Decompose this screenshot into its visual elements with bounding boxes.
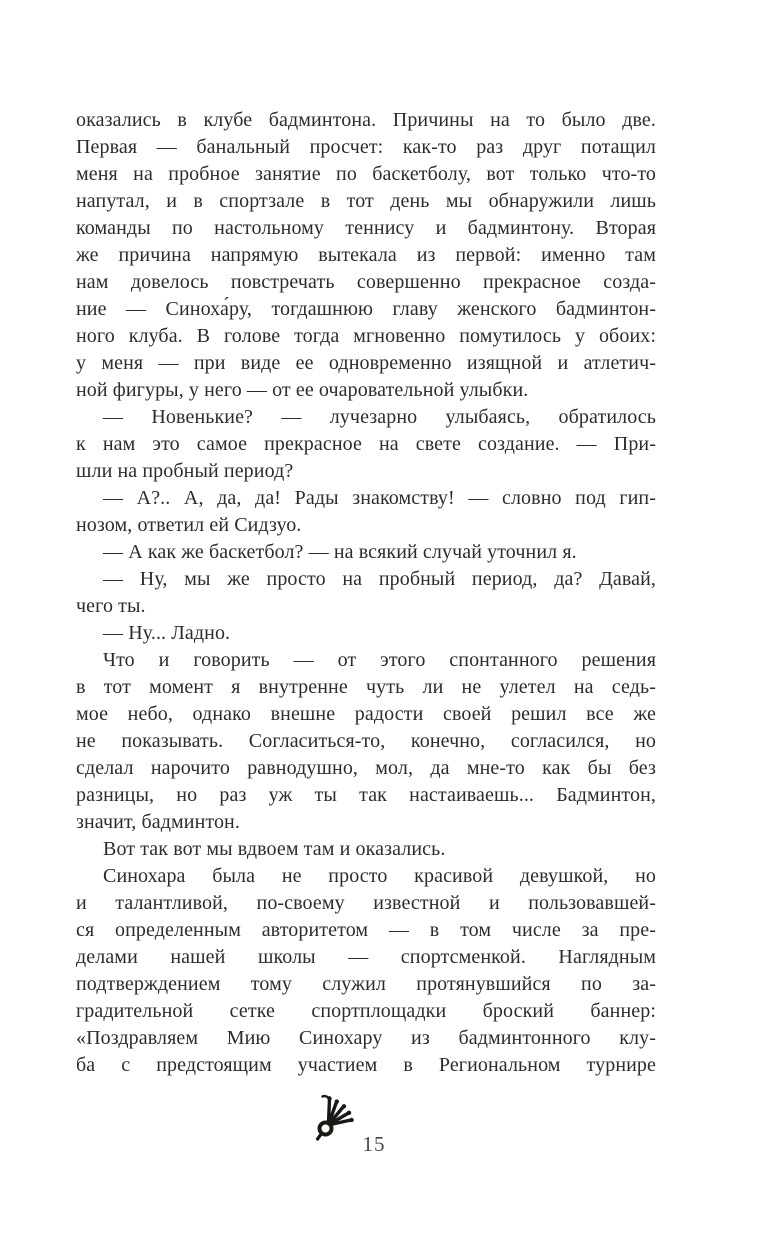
text-line: чего ты. (76, 595, 146, 617)
text-line: к нам это самое прекрасное на свете создание. — При- (76, 433, 656, 455)
text-line: мое небо, однако внешне радости своей решил все же (76, 703, 656, 725)
page-number: 15 (362, 1132, 386, 1156)
body-text (76, 107, 656, 1079)
text-line: ние — Синоха́ру, тогдашнюю главу женского бадминтон- (76, 298, 656, 320)
text-line: Синохара была не просто красивой девушкой, но (103, 865, 656, 887)
text-line: не показывать. Согласиться-то, конечно, согласился, но (76, 730, 656, 752)
text-line: и талантливой, по-своему известной и пользовавшей- (76, 892, 656, 914)
page-footer (0, 1090, 768, 1170)
text-line: сделал нарочито равнодушно, мол, да мне-то как бы без (76, 757, 656, 779)
text-line: подтверждением тому служил протянувшийся по за- (76, 973, 656, 995)
text-line: нозом, ответил ей Сидзуо. (76, 514, 302, 536)
text-line: — А?.. А, да, да! Рады знакомству! — словно под гип- (103, 487, 656, 509)
text-line: же причина напрямую вытекала из первой: именно там (76, 244, 656, 266)
text-line: значит, бадминтон. (76, 811, 240, 833)
text-line: ного клуба. В голове тогда мгновенно помутилось у обоих: (76, 325, 656, 347)
text-line: в тот момент я внутренне чуть ли не улетел на седь- (76, 676, 656, 698)
text-line: напутал, и в спортзале в тот день мы обнаружили лишь (76, 190, 656, 212)
text-line: меня на пробное занятие по баскетболу, вот только что-то (76, 163, 656, 185)
text-line: нам довелось повстречать совершенно прекрасное созда- (76, 271, 656, 293)
text-line: ной фигуры, у него — от ее очаровательной улыбки. (76, 379, 529, 401)
text-line: Вот так вот мы вдвоем там и оказались. (103, 838, 446, 860)
text-line: — Ну... Ладно. (103, 622, 231, 644)
text-line: делами нашей школы — спортсменкой. Наглядным (76, 946, 656, 968)
text-line: градительной сетке спортплощадки броский баннер: (76, 1000, 656, 1022)
text-line: — Новенькие? — лучезарно улыбаясь, обратилось (103, 406, 656, 428)
text-line: оказались в клубе бадминтона. Причины на то было две. (76, 109, 656, 131)
text-line: ся определенным авторитетом — в том числе за пре- (76, 919, 656, 941)
text-line: команды по настольному теннису и бадминтону. Вторая (76, 217, 656, 239)
text-line: — А как же баскетбол? — на всякий случай уточнил я. (103, 541, 577, 563)
text-line: шли на пробный период? (76, 460, 294, 482)
text-line: — Ну, мы же просто на пробный период, да? Давай, (103, 568, 656, 590)
text-line: Что и говорить — от этого спонтанного решения (103, 649, 656, 671)
text-line: Первая — банальный просчет: как-то раз друг потащил (76, 136, 656, 158)
text-line: у меня — при виде ее одновременно изящной и атлетич- (76, 352, 656, 374)
text-line: ба с предстоящим участием в Региональном турнире (76, 1054, 656, 1076)
text-line: разницы, но раз уж ты так настаиваешь... Бадминтон, (76, 784, 656, 806)
text-line: «Поздравляем Мию Синохару из бадминтонного клу- (76, 1027, 656, 1049)
